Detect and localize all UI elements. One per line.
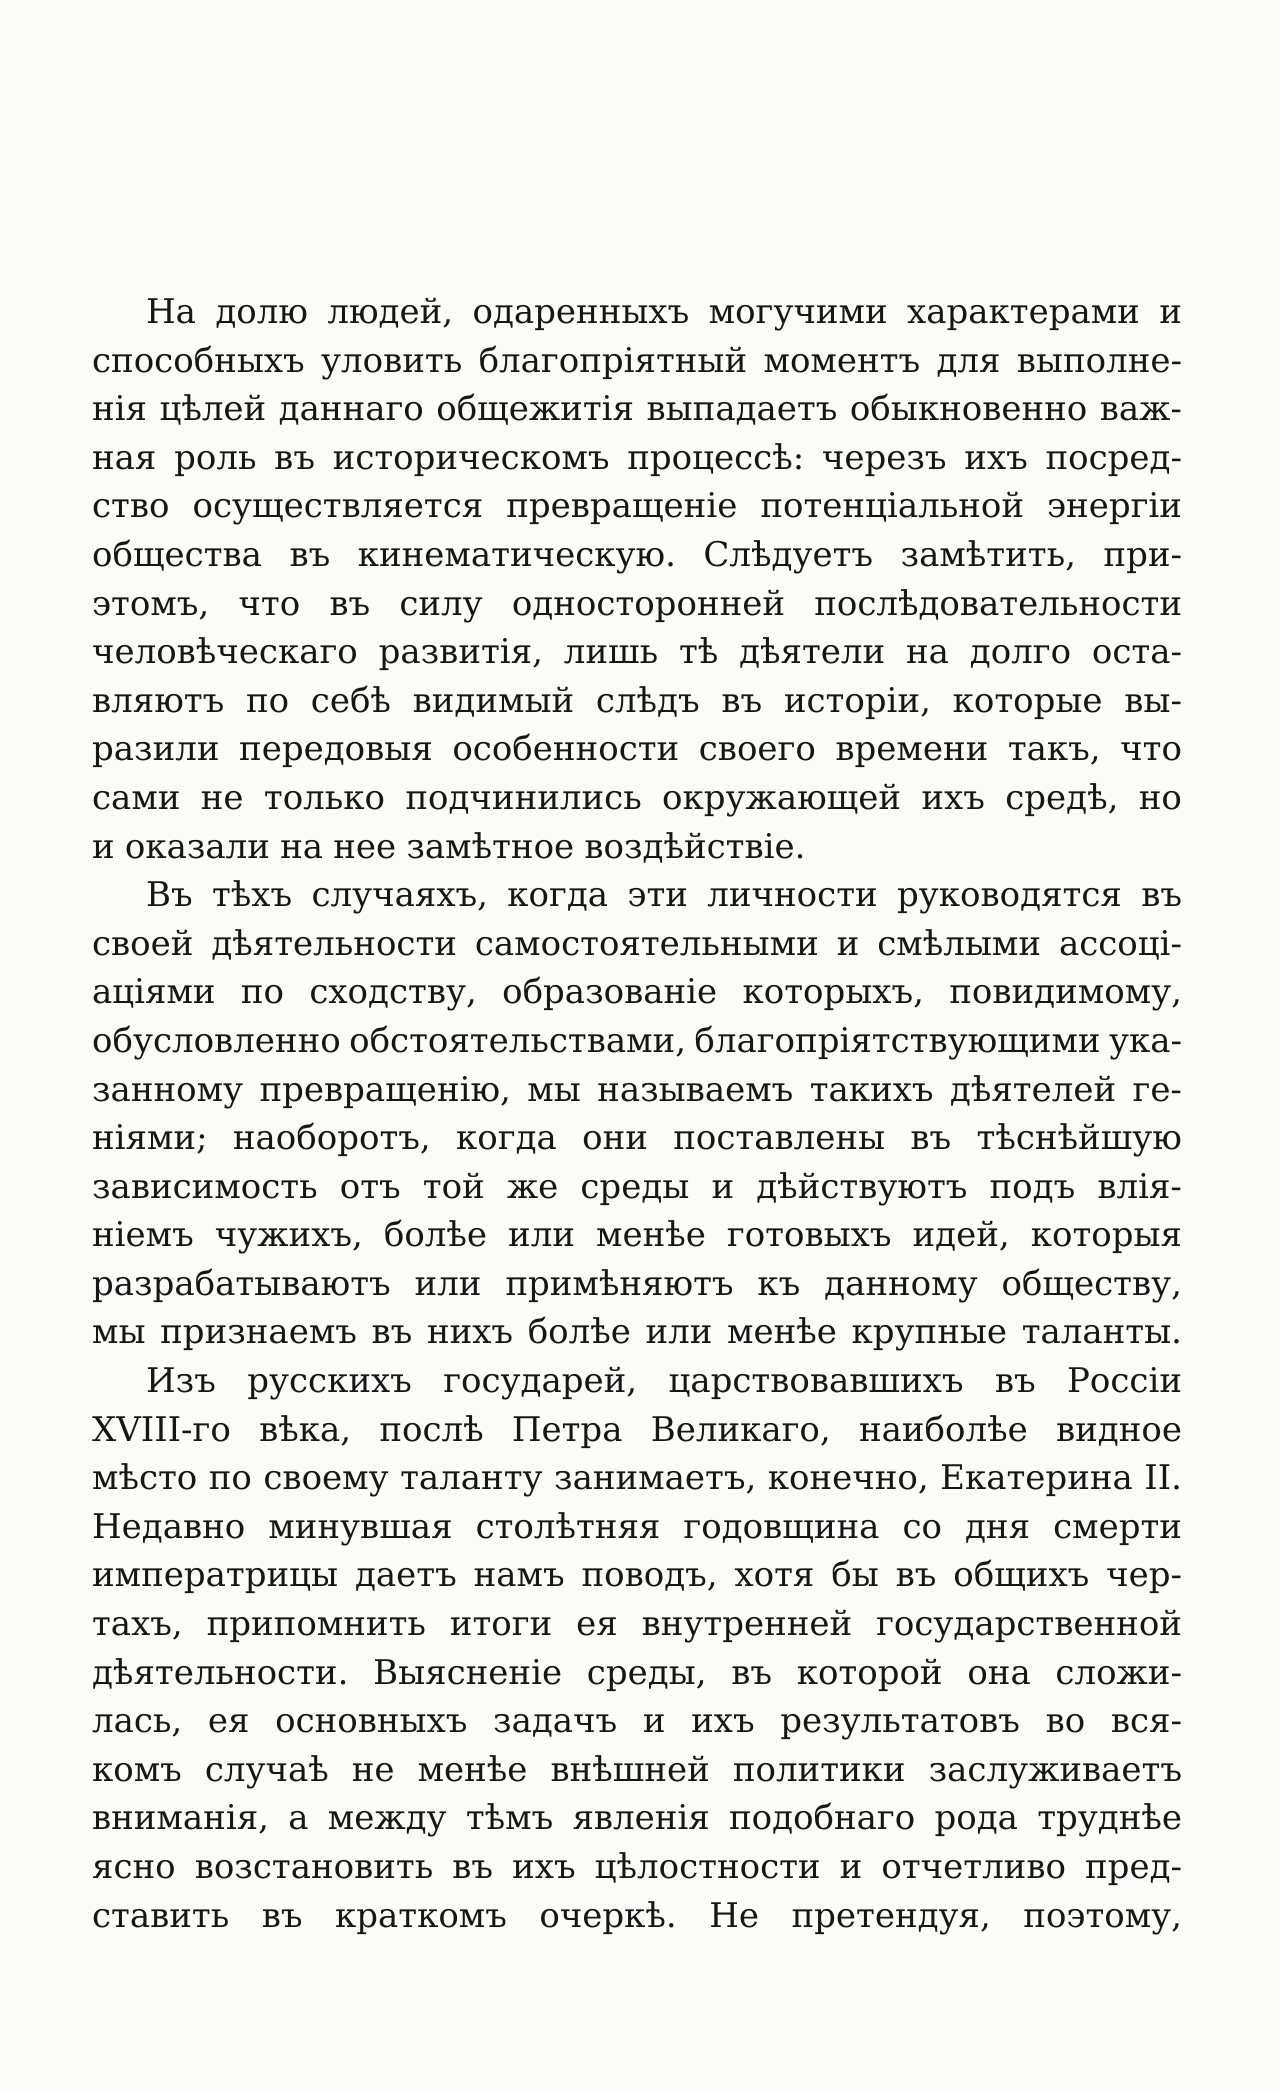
word: со [902,1506,942,1547]
word: своей [92,923,194,964]
word: времени [835,729,989,770]
word: при- [1103,534,1182,575]
word: заслуживаетъ [928,1749,1182,1790]
word: когда [507,875,609,916]
word: такъ, [1007,729,1101,770]
text-line [92,1697,1182,1746]
word: внутренней [641,1604,853,1645]
word: мы [527,1069,581,1110]
word: болѣе [527,1312,631,1353]
word: этомъ, [92,583,210,624]
word: дѣятельности [211,923,457,964]
word: превращенію, [259,1069,511,1110]
word: тахъ, [92,1604,183,1645]
word: ихъ [691,1701,755,1742]
word: краткомъ [334,1895,507,1936]
word: и [92,826,115,867]
word: такихъ [809,1069,934,1110]
word: въ [371,1312,413,1353]
word: долго [969,632,1072,673]
word: наиболѣе [858,1409,1028,1450]
word: менѣе [417,1749,528,1790]
word: или [645,1312,713,1353]
word: руководятся [897,875,1122,916]
word: характерами [907,292,1140,332]
word: въ [731,1652,772,1693]
word: которыя [1030,1215,1182,1256]
word: въ [895,1555,937,1596]
text-line [92,1308,1182,1357]
word: таланту [400,1458,543,1499]
word: крупные [851,1312,1008,1353]
word: императрицы [92,1555,339,1596]
word: II. [1144,1458,1182,1499]
word: аціями [92,972,216,1013]
word: общихъ [953,1555,1090,1596]
word: по [245,680,290,721]
word: силу [399,583,483,624]
text-line [92,725,1182,774]
word: процессѣ: [627,437,805,478]
word: людей, [327,292,454,332]
word: задачъ [493,1701,618,1742]
word: себѣ [310,680,391,721]
word: своего [698,729,816,770]
word: ихъ [964,437,1028,478]
word: на [906,632,949,673]
word: очеркѣ. [539,1895,677,1936]
text-line [92,434,1182,483]
word: столѣтняя [475,1506,661,1547]
word: послѣ [379,1409,484,1450]
text-line [92,920,1182,969]
word: поэтому, [1023,1895,1182,1936]
word: выпадаетъ [646,389,838,430]
word: сами [92,777,181,818]
word: политики [732,1749,906,1790]
word: ука- [1108,1020,1182,1061]
word: признаемъ [160,1312,357,1353]
word: по [208,1458,252,1499]
word: что [1120,729,1182,770]
word: поводъ, [581,1555,718,1596]
word: видное [1055,1409,1182,1450]
word: подобнаго [729,1798,916,1839]
word: обстоятельствами, [349,1020,687,1061]
word: итоги [449,1604,553,1645]
text-line [92,1211,1182,1260]
word: историческомъ [332,437,610,478]
word: результатовъ [780,1701,1020,1742]
text-line [92,1746,1182,1795]
word: оста- [1091,632,1182,673]
word: ея [576,1604,618,1645]
word: а [288,1798,309,1839]
word: въ [994,1361,1036,1402]
word: основныхъ [275,1701,468,1742]
text-line [92,1454,1182,1503]
word: той [422,1166,485,1207]
word: разили [92,729,220,770]
word: окружающей [662,777,902,818]
word: рода [934,1798,1018,1839]
word: Россіи [1067,1361,1182,1402]
word: русскихъ [247,1361,412,1402]
word: послѣдовательности [814,583,1182,624]
word: чер- [1106,1555,1182,1596]
word: образованіе [502,972,718,1013]
word: вся- [1110,1701,1182,1742]
word: черезъ [821,437,947,478]
word: самостоятельными [474,923,819,964]
word: болѣе [383,1215,488,1256]
word: государей, [443,1361,638,1402]
word: ная [92,437,157,478]
word: средѣ, [1005,777,1119,818]
word: сложи- [1055,1652,1182,1693]
text-line [92,1843,1182,1892]
word: не [351,1749,395,1790]
word: нее [333,826,397,867]
word: ге- [1132,1069,1182,1110]
word: цѣлостности [594,1847,821,1887]
word: воздѣйствіе. [584,826,806,867]
word: исторіи, [783,680,931,721]
text-line [92,1551,1182,1600]
word: во [1045,1701,1086,1742]
word: занному [92,1069,244,1110]
text-line [92,1892,1182,1941]
text-line [92,871,1182,920]
word: даетъ [354,1555,457,1596]
word: кинематическую. [357,534,676,575]
word: уловить [321,340,463,381]
word: или [508,1215,575,1256]
text-line [92,482,1182,531]
text-line [92,580,1182,629]
word: отчетливо [881,1847,1066,1887]
word: въ [329,583,371,624]
word: мѣсто [92,1458,198,1499]
word: превращеніе [506,486,738,527]
text-line [92,1066,1182,1115]
word: и [836,923,860,964]
word: повидимому, [949,972,1182,1013]
word: обусловленно [92,1020,341,1061]
word: способныхъ [92,340,305,381]
word: вы- [1124,680,1182,721]
word: къ [757,1263,801,1304]
word: среды, [586,1652,707,1693]
word: возстановить [194,1847,434,1887]
text-line [92,1163,1182,1212]
word: долю [215,292,308,332]
word: тѣхъ [211,875,293,916]
word: комъ [92,1749,182,1790]
word: общежитія [436,389,634,430]
text-line [92,1503,1182,1552]
word: которой [796,1652,943,1693]
word: смѣлыми [877,923,1042,964]
text-line [92,1114,1182,1163]
word: и [1159,292,1182,332]
word: намъ [473,1555,565,1596]
word: въ [261,1895,303,1936]
word: они [582,1118,648,1159]
word: вниманія, [92,1798,269,1839]
word: развитія, [378,632,543,673]
word: обыкновенно [849,389,1088,430]
word: тѣ [678,632,719,673]
word: таланты. [1021,1312,1182,1353]
word: наоборотъ, [232,1118,431,1159]
word: смерти [1053,1506,1182,1547]
word: Не [709,1895,759,1936]
word: личности [707,875,878,916]
word: отъ [339,1166,401,1207]
word: XVIII-го [92,1409,231,1450]
word: случаяхъ, [311,875,488,916]
text-line [92,1357,1182,1406]
word: зависимость [92,1166,318,1207]
word: эти [627,875,688,916]
text-line [92,337,1182,386]
word: въ [274,437,315,478]
word: вляютъ [92,680,225,721]
word: подчинились [405,777,642,818]
word: сходству, [309,972,477,1013]
word: тѣмъ [465,1798,554,1839]
word: ихъ [512,1847,576,1887]
text-line [92,677,1182,726]
word: Въ [146,875,193,916]
word: и [711,1166,735,1207]
word: годовщина [683,1506,880,1547]
text-line [92,774,1182,823]
word: благопріятный [478,340,748,381]
word: дѣятели [739,632,886,673]
word: благопріятствующими [694,1020,1101,1061]
word: по [240,972,285,1013]
word: потенціальной [760,486,1024,527]
word: ассоці- [1058,923,1182,964]
word: оказали [124,826,270,867]
word: государственной [876,1604,1182,1645]
word: ніемъ [92,1215,194,1256]
text-line [92,628,1182,677]
word: Недавно [92,1506,246,1547]
word: которые [952,680,1103,721]
word: цѣлей [159,389,267,430]
word: она [967,1652,1031,1693]
word: односторонней [511,583,786,624]
text-line [92,823,1182,872]
word: Изъ [146,1361,216,1402]
word: замѣтить, [900,534,1076,575]
word: хотя [734,1555,815,1596]
word: ясно [92,1847,176,1887]
word: мы [92,1312,146,1353]
word: лась, [92,1701,183,1742]
word: минувшая [268,1506,453,1547]
word: выполне- [1016,340,1182,381]
word: идей, [912,1215,1010,1256]
word: человѣческаго [92,632,358,673]
word: нія [92,389,147,430]
word: энергіи [1047,486,1182,527]
word: Великаго, [650,1409,831,1450]
text-line [92,1017,1182,1066]
word: занимаетъ, [554,1458,757,1499]
word: ніями; [92,1118,208,1159]
word: и [839,1847,863,1887]
word: тѣснѣйшую [976,1118,1182,1159]
page-text [92,288,1182,1940]
word: въ [1141,875,1182,916]
word: припомнить [206,1604,426,1645]
word: въ [289,534,331,575]
word: бы [831,1555,879,1596]
word: менѣе [596,1215,706,1256]
word: моментъ [763,340,921,381]
word: чужихъ, [214,1215,363,1256]
word: подъ [989,1166,1076,1207]
word: особенности [452,729,680,770]
word: дѣятелей [949,1069,1117,1110]
word: случаѣ [204,1749,329,1790]
word: для [936,340,1001,381]
text-line [92,1649,1182,1698]
word: конечно, [767,1458,929,1499]
word: дѣйствуютъ [756,1166,968,1207]
word: менѣе [727,1312,837,1353]
word: не [200,777,244,818]
word: могучими [708,292,888,332]
text-line [92,288,1182,337]
word: нихъ [426,1312,514,1353]
word: среды [580,1166,690,1207]
word: называемъ [597,1069,794,1110]
word: ихъ [921,777,985,818]
word: и [642,1701,666,1742]
word: важ- [1099,389,1182,430]
word: лишь [563,632,659,673]
word: роль [174,437,257,478]
word: Выясненіе [373,1652,563,1693]
word: слѣдъ [595,680,700,721]
word: же [506,1166,559,1207]
word: въ [910,1118,952,1159]
text-line [92,531,1182,580]
word: влія- [1097,1166,1182,1207]
text-line [92,1260,1182,1309]
word: на [280,826,324,867]
word: разрабатываютъ [92,1263,391,1304]
word: царствовавшихъ [668,1361,964,1402]
word: претендуя, [791,1895,991,1936]
word: даннаго [278,389,424,430]
word: только [263,777,386,818]
word: общества [92,534,262,575]
word: своему [263,1458,389,1499]
word: дѣятельности. [92,1652,349,1693]
word: замѣтное [406,826,575,867]
word: передовыя [239,729,433,770]
text-line [92,385,1182,434]
word: одаренныхъ [472,292,690,332]
word: дня [965,1506,1031,1547]
text-line [92,1600,1182,1649]
word: осуществляется [192,486,484,527]
word: пред- [1085,1847,1182,1887]
word: обществу, [1001,1263,1182,1304]
text-line [92,968,1182,1017]
text-line [92,1794,1182,1843]
word: въ [452,1847,494,1887]
word: ство [92,486,170,527]
word: данному [824,1263,978,1304]
word: но [1138,777,1182,818]
word: Слѣдуетъ [703,534,874,575]
word: вѣка, [259,1409,352,1450]
word: между [327,1798,447,1839]
word: въ [721,680,763,721]
word: примѣняютъ [505,1263,734,1304]
word: труднѣе [1037,1798,1182,1839]
word: На [146,292,196,332]
word: явленія [572,1798,710,1839]
word: Екатерина [940,1458,1133,1499]
word: внѣшней [550,1749,710,1790]
word: Петра [511,1409,623,1450]
word: видимый [412,680,575,721]
word: которыхъ, [742,972,924,1013]
word: что [238,583,301,624]
word: готовыхъ [726,1215,892,1256]
word: или [414,1263,482,1304]
word: посред- [1045,437,1182,478]
word: поставлены [673,1118,886,1159]
text-line [92,1406,1182,1455]
word: когда [456,1118,557,1159]
word: ставить [92,1895,230,1936]
word: ея [207,1701,250,1742]
